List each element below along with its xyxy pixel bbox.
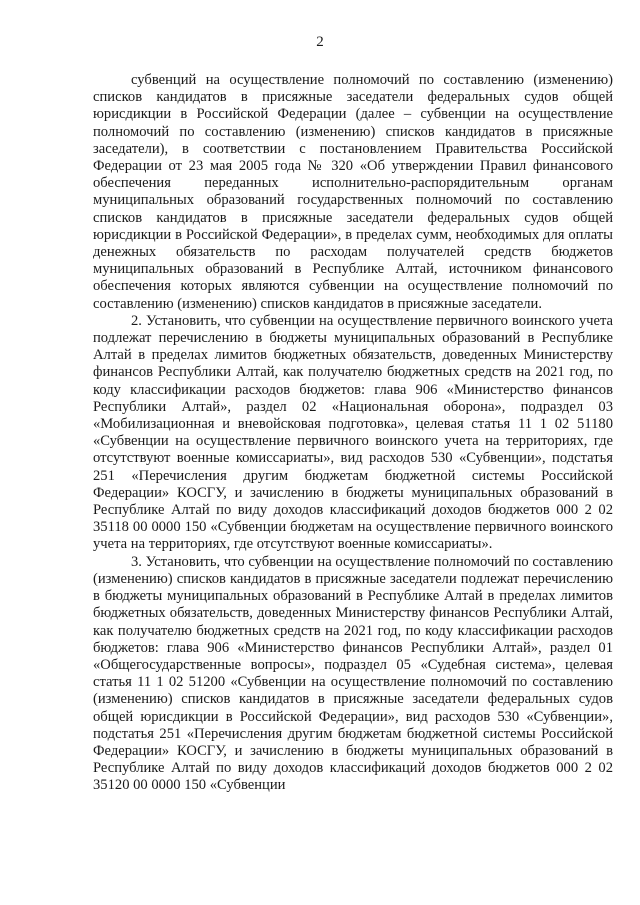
paragraph-item-3: 3. Установить, что субвенции на осуществление полномочий по составлению (изменению) списков кандидатов в присяжные заседатели подлежат перечислению в бюджеты муниципальных образований в Республике Алтай в пределах лимитов бюджетных обязательств, доведенных Министерству финансов Республики Алтай, как получателю бюджетных средств на 2021 год, по коду классификации расходов бюджетов: глава 906 «Министерство финансов Республики Алтай», раздел 01 «Общегосударственные вопросы», подраздел 05 «Судебная система», целевая статья 11 1 02 51200 «Субвенции на осуществление полномочий по составлению (изменению) списков кандидатов в присяжные заседатели федеральных судов общей юрисдикции в Российской Федерации», вид расходов 530 «Субвенции», подстатья 251 «Перечисления другим бюджетам бюджетной системы Российской Федерации» КОСГУ, и зачислению в бюджеты муниципальных образований в Республике Алтай по виду доходов классификаций доходов бюджетов 000 2 02 35120 00 0000 150 «Субвенции: [93, 553, 613, 794]
paragraph-item-2: 2. Установить, что субвенции на осуществление первичного воинского учета подлежат перечислению в бюджеты муниципальных образований в Республике Алтай в пределах лимитов бюджетных обязательств, доведенных Министерству финансов Республики Алтай, как получателю бюджетных средств на 2021 год, по коду классификации расходов бюджетов: глава 906 «Министерство финансов Республики Алтай», раздел 02 «Национальная оборона», подраздел 03 «Мобилизационная и вневойсковая подготовка», целевая статья 11 1 02 51180 «Субвенции на осуществление первичного воинского учета на территориях, где отсутствуют военные комиссариаты», вид расходов 530 «Субвенции», подстатья 251 «Перечисления другим бюджетам бюджетной системы Российской Федерации» КОСГУ, и зачислению в бюджеты муниципальных образований в Республике Алтай по виду доходов классификаций доходов бюджетов 000 2 02 35118 00 0000 150 «Субвенции бюджетам на осуществление первичного воинского учета на территориях, где отсутствуют военные комиссариаты».: [93, 312, 613, 553]
paragraph-continuation: субвенций на осуществление полномочий по составлению (изменению) списков кандидатов в присяжные заседатели федеральных судов общей юрисдикции в Российской Федерации (далее – субвенции на осуществление полномочий по составлению (изменению) списков кандидатов в присяжные заседатели), в соответствии с постановлением Правительства Российской Федерации от 23 мая 2005 года № 320 «Об утверждении Правил финансового обеспечения переданных исполнительно-распорядительным органам муниципальных образований государственных полномочий по составлению списков кандидатов в присяжные заседатели федеральных судов общей юрисдикции в Российской Федерации», в пределах сумм, необходимых для оплаты денежных обязательств по расходам получателей средств бюджетов муниципальных образований в Республике Алтай, источником финансового обеспечения которых являются субвенции на осуществление полномочий по составлению (изменению) списков кандидатов в присяжные заседатели.: [93, 72, 613, 312]
page-number: 2: [316, 34, 324, 50]
document-body: [93, 72, 613, 795]
